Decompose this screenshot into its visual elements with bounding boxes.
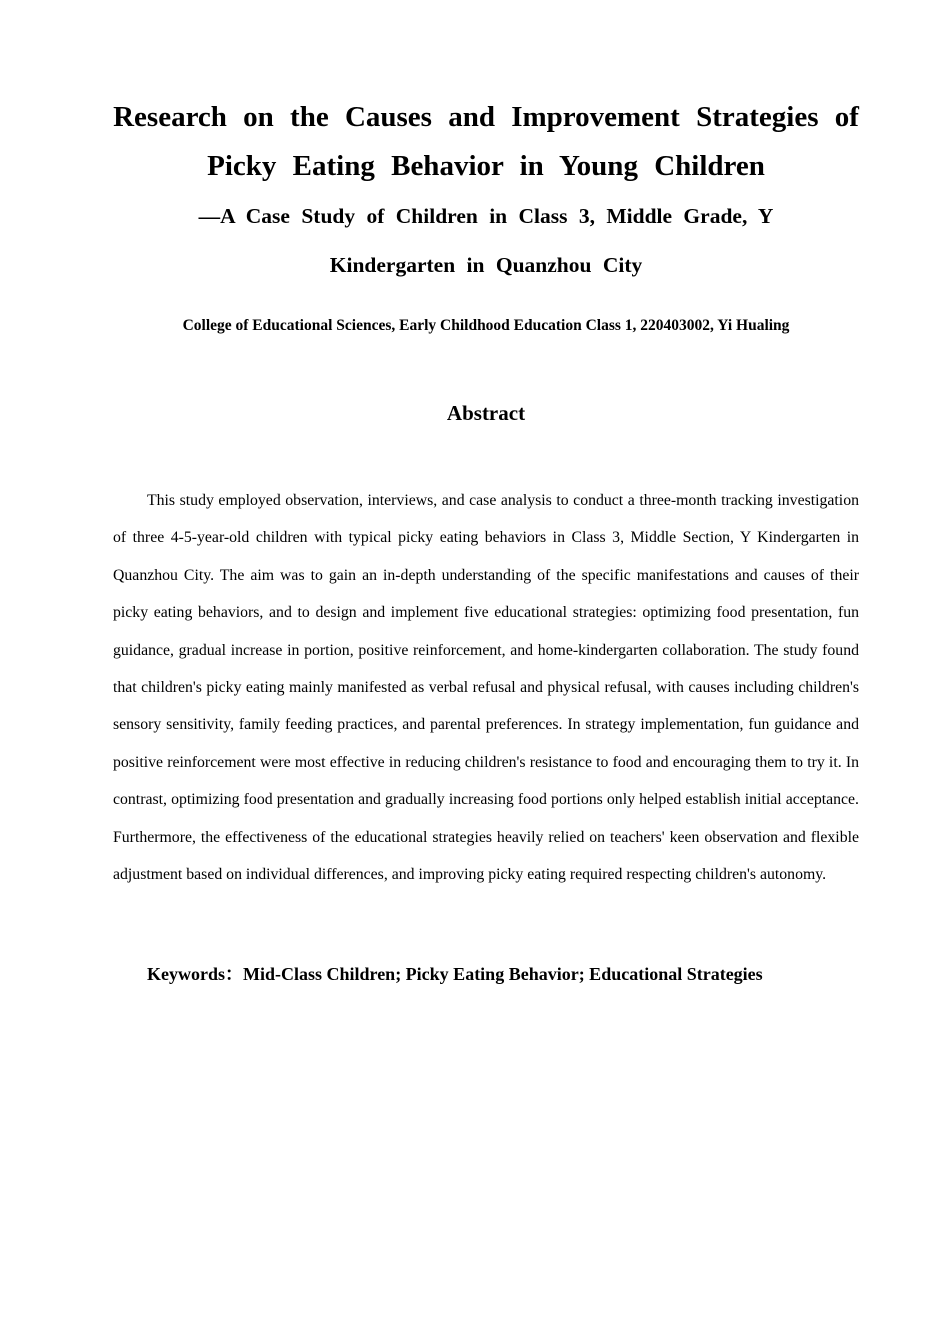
abstract-body: This study employed observation, interviews, and case analysis to conduct a three-month tracking investigation of three 4-5-year-old children with typical picky eating behaviors in Class 3, Middle Section, Y Kindergarten in Quanzhou City. The aim was to gain an in-depth understanding of the specific manifestations and causes of their picky eating behaviors, and to design and implement five educational strategies: optimizing food presentation, fun guidance, gradual increase in portion, positive reinforcement, and home-kindergarten collaboration. The study found that children's picky eating mainly manifested as verbal refusal and physical refusal, with causes including children's sensory sensitivity, family feeding practices, and parental preferences. In strategy implementation, fun guidance and positive reinforcement were most effective in reducing children's resistance to food and encouraging them to try it. In contrast, optimizing food presentation and gradually increasing food portions only helped establish initial acceptance. Furthermore, the effectiveness of the educational strategies heavily relied on teachers' keen observation and flexible adjustment based on individual differences, and improving picky eating required respecting children's autonomy. (113, 492, 859, 884)
author-affiliation: College of Educational Sciences, Early Childhood Education Class 1, 220403002, Yi Hualing (182, 317, 790, 334)
keywords-line (147, 960, 763, 986)
keywords-text: Mid-Class Children; Picky Eating Behavior; Educational Strategies (243, 964, 763, 984)
paper-subtitle (110, 192, 862, 290)
paper-subtitle-line-2: Kindergarten in Quanzhou City (329, 253, 643, 277)
abstract-heading: Abstract (446, 401, 526, 425)
paper-subtitle-line-1: —A Case Study of Children in Class 3, Middle Grade, Y (198, 204, 774, 228)
keywords-label: Keywords： (147, 964, 243, 984)
paper-title (110, 93, 862, 191)
paper-title-line-2: Picky Eating Behavior in Young Children (207, 150, 765, 182)
paper-title-line-1: Research on the Causes and Improvement Strategies of (113, 101, 859, 133)
